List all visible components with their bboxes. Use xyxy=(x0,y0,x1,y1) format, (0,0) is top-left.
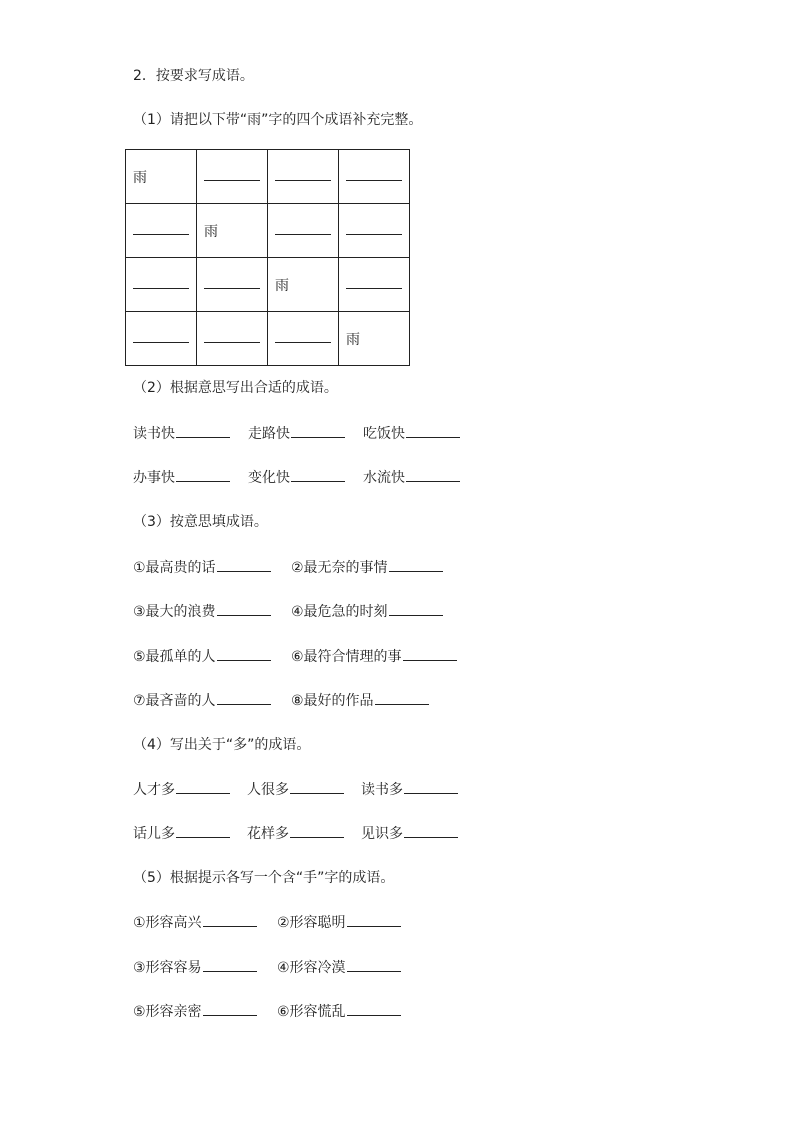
part3-row: ⑦最吝啬的人 ⑧最好的作品 xyxy=(133,690,429,711)
grid-cell-blank[interactable] xyxy=(339,150,410,204)
answer-blank[interactable] xyxy=(176,467,230,482)
grid-cell-blank[interactable] xyxy=(126,312,197,366)
grid-cell: 雨 xyxy=(197,204,268,258)
answer-blank[interactable] xyxy=(347,1001,401,1016)
part1-instruction: （1）请把以下带“雨”字的四个成语补充完整。 xyxy=(133,112,423,128)
grid-cell: 雨 xyxy=(126,150,197,204)
answer-blank[interactable] xyxy=(389,601,443,616)
grid-cell-blank[interactable] xyxy=(268,204,339,258)
part5-instruction: （5）根据提示各写一个含“手”字的成语。 xyxy=(133,870,395,886)
grid-cell: 雨 xyxy=(268,258,339,312)
part4-row: 人才多 人很多 读书多 xyxy=(133,779,458,800)
grid-cell-blank[interactable] xyxy=(126,258,197,312)
answer-blank[interactable] xyxy=(176,823,230,838)
grid-cell: 雨 xyxy=(339,312,410,366)
part4-row: 话儿多 花样多 见识多 xyxy=(133,823,458,844)
answer-blank[interactable] xyxy=(291,423,345,438)
idiom-grid xyxy=(125,149,410,366)
answer-blank[interactable] xyxy=(203,957,257,972)
answer-blank[interactable] xyxy=(203,1001,257,1016)
answer-blank[interactable] xyxy=(176,779,230,794)
grid-cell-blank[interactable] xyxy=(197,150,268,204)
answer-blank[interactable] xyxy=(375,690,429,705)
question-title: 2．按要求写成语。 xyxy=(133,68,254,84)
part2-instruction: （2）根据意思写出合适的成语。 xyxy=(133,380,338,396)
answer-blank[interactable] xyxy=(217,601,271,616)
answer-blank[interactable] xyxy=(347,957,401,972)
part2-row: 办事快 变化快 水流快 xyxy=(133,467,460,488)
answer-blank[interactable] xyxy=(291,467,345,482)
part3-row: ①最高贵的话 ②最无奈的事情 xyxy=(133,557,443,578)
answer-blank[interactable] xyxy=(404,823,458,838)
part3-row: ⑤最孤单的人 ⑥最符合情理的事 xyxy=(133,646,457,667)
answer-blank[interactable] xyxy=(217,690,271,705)
answer-blank[interactable] xyxy=(217,557,271,572)
answer-blank[interactable] xyxy=(347,912,401,927)
part2-row: 读书快 走路快 吃饭快 xyxy=(133,423,460,444)
answer-blank[interactable] xyxy=(176,423,230,438)
answer-blank[interactable] xyxy=(406,423,460,438)
part4-instruction: （4）写出关于“多”的成语。 xyxy=(133,737,311,753)
part3-row: ③最大的浪费 ④最危急的时刻 xyxy=(133,601,443,622)
part5-row: ③形容容易 ④形容冷漠 xyxy=(133,957,401,978)
answer-blank[interactable] xyxy=(203,912,257,927)
grid-cell-blank[interactable] xyxy=(339,258,410,312)
answer-blank[interactable] xyxy=(403,646,457,661)
answer-blank[interactable] xyxy=(389,557,443,572)
part3-instruction: （3）按意思填成语。 xyxy=(133,514,268,530)
grid-cell-blank[interactable] xyxy=(197,312,268,366)
answer-blank[interactable] xyxy=(290,823,344,838)
part5-row: ①形容高兴 ②形容聪明 xyxy=(133,912,401,933)
grid-cell-blank[interactable] xyxy=(339,204,410,258)
grid-cell-blank[interactable] xyxy=(126,204,197,258)
answer-blank[interactable] xyxy=(217,646,271,661)
part5-row: ⑤形容亲密 ⑥形容慌乱 xyxy=(133,1001,401,1022)
grid-cell-blank[interactable] xyxy=(268,312,339,366)
answer-blank[interactable] xyxy=(404,779,458,794)
grid-cell-blank[interactable] xyxy=(268,150,339,204)
answer-blank[interactable] xyxy=(406,467,460,482)
answer-blank[interactable] xyxy=(290,779,344,794)
grid-cell-blank[interactable] xyxy=(197,258,268,312)
